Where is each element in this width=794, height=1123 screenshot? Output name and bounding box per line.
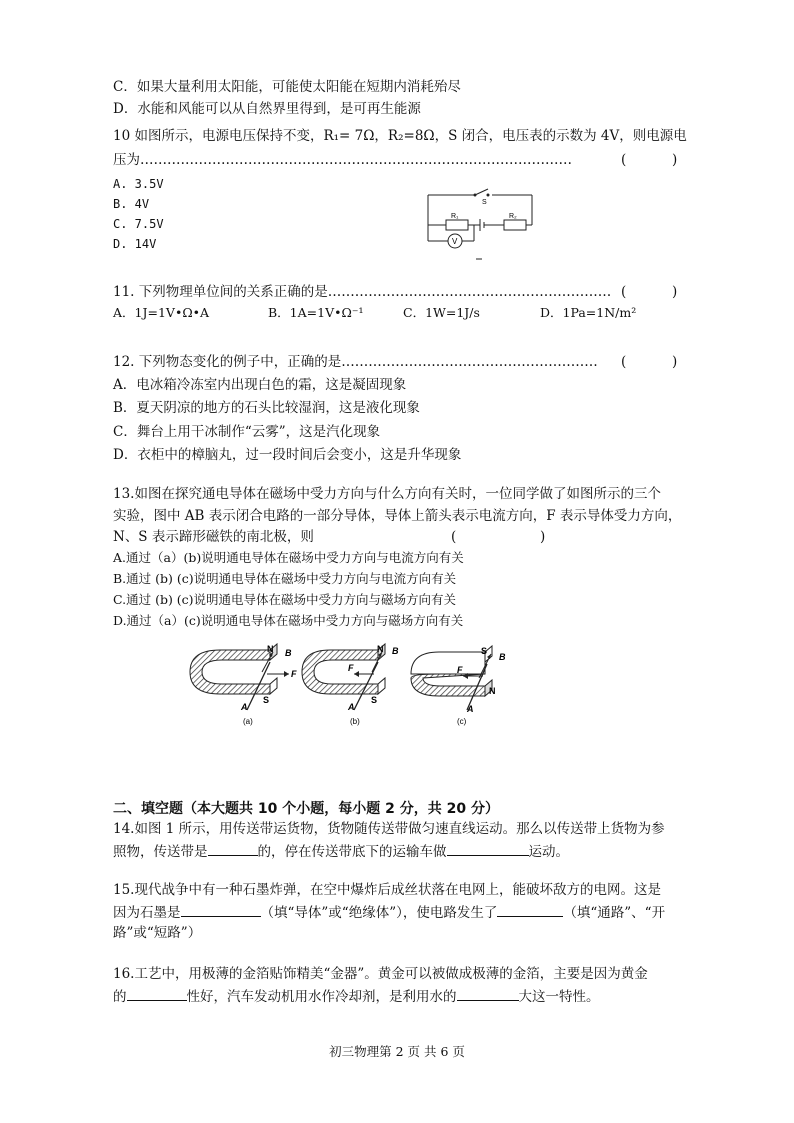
q16-text-a: 的	[113, 989, 127, 1005]
q13-answer-paren-open: (	[451, 529, 457, 545]
fig-a-tag: (a)	[243, 717, 253, 726]
fig-b-north-pole: N	[377, 644, 384, 654]
q11-stem: 11. 下列物理单位间的关系正确的是………………………………………………………	[113, 284, 612, 300]
q14-blank-2[interactable]	[447, 841, 529, 856]
fig-a-south-pole: S	[263, 695, 270, 705]
q11-option-c: C．1W=1J/s	[403, 305, 480, 320]
page-footer: 初三物理第 2 页 共 6 页	[329, 1044, 465, 1059]
fig-c-force-label: F	[457, 665, 463, 675]
fig-c-a-label: A	[467, 704, 474, 714]
q12-option-c: C．舞台上用干冰制作“云雾”，这是汽化现象	[113, 424, 381, 440]
q11-answer-paren-open: (	[621, 284, 627, 300]
q13-magnet-figure-c	[405, 640, 523, 730]
q12-stem: 12. 下列物态变化的例子中，正确的是…………………………………………………	[113, 354, 598, 370]
circuit-switch-label: S	[482, 199, 487, 206]
q13-option-c: C.通过 (b) (c)说明通电导体在磁场中受力方向与磁场方向有关	[113, 592, 457, 607]
circuit-r2-label: R₂	[509, 213, 517, 220]
q13-stem-line2: 实验，图中 AB 表示闭合电路的一部分导体，导体上箭头表示电流方向，F 表示导体受力方向，	[113, 508, 682, 524]
circuit-r1-label: R₁	[451, 213, 459, 220]
q13-magnet-figure-b	[298, 640, 416, 730]
q16-blank-1[interactable]	[127, 986, 187, 1001]
circuit-voltmeter-label: V	[452, 237, 458, 246]
q10-stem-line2: 压为……………………………………………………………………………………	[113, 152, 572, 168]
fig-a-north-pole: N	[267, 644, 274, 654]
q11-option-b: B．1A=1V•Ω⁻¹	[268, 305, 364, 320]
q10-option-a: A. 3.5V	[113, 177, 164, 191]
fig-c-north-pole: N	[489, 686, 496, 696]
q10-answer-paren-close: )	[672, 152, 678, 168]
fig-c-tag: (c)	[457, 717, 467, 726]
q15-text-c: （填“通路”、“开	[563, 905, 666, 921]
q11-option-d: D．1Pa=1N/m²	[540, 305, 637, 320]
q12-answer-paren-open: (	[621, 354, 627, 370]
q15-line3: 路”或“短路”）	[113, 925, 202, 941]
q10-option-c: C. 7.5V	[113, 217, 164, 231]
q10-circuit-diagram	[420, 183, 540, 263]
q13-option-a: A.通过（a）(b)说明通电导体在磁场中受力方向与电流方向有关	[113, 550, 464, 565]
q12-option-a: A．电冰箱冷冻室内出现白色的霜，这是凝固现象	[113, 377, 407, 393]
q15-text-a: 因为石墨是	[113, 905, 181, 921]
q14-text-b: 的，停在传送带底下的运输车做	[257, 844, 447, 860]
q10-answer-paren-open: (	[621, 152, 627, 168]
q16-line2	[113, 986, 600, 1007]
q13-option-d: D.通过（a）(c)说明通电导体在磁场中受力方向与磁场方向有关	[113, 613, 464, 628]
q13-option-b: B.通过 (b) (c)说明通电导体在磁场中受力方向与电流方向有关	[113, 571, 457, 586]
fig-c-b-label: B	[499, 652, 506, 662]
q13-magnet-figure-a	[185, 640, 310, 730]
q14-line2	[113, 841, 569, 862]
q13-stem-line1: 13.如图在探究通电导体在磁场中受力方向与什么方向有关时，一位同学做了如图所示的三个	[113, 486, 661, 502]
q14-blank-1[interactable]	[208, 841, 258, 856]
q9-option-d: D．水能和风能可以从自然界里得到，是可再生能源	[113, 101, 421, 117]
q14-text-c: 运动。	[528, 844, 569, 860]
q14-line1: 14.如图 1 所示，用传送带运货物，货物随传送带做匀速直线运动。那么以传送带上货物为参	[113, 821, 665, 837]
q10-option-b: B. 4V	[113, 197, 150, 211]
section-2-title: 二、填空题（本大题共 10 个小题，每小题 2 分，共 20 分）	[113, 801, 499, 817]
fig-b-b-label: B	[392, 646, 399, 656]
q16-blank-2[interactable]	[457, 986, 519, 1001]
q9-option-c: C．如果大量利用太阳能，可能使太阳能在短期内消耗殆尽	[113, 79, 461, 95]
q15-blank-2[interactable]	[497, 902, 563, 917]
fig-b-force-label: F	[348, 663, 354, 673]
q15-line1: 15.现代战争中有一种石墨炸弹，在空中爆炸后成丝状落在电网上，能破坏敌方的电网。这是	[113, 882, 661, 898]
fig-b-a-label: A	[348, 702, 355, 712]
q11-option-a: A．1J=1V•Ω•A	[113, 305, 210, 320]
fig-a-force-label: F	[291, 669, 297, 679]
q16-text-b: 性好，汽车发动机用水作冷却剂，是利用水的	[186, 989, 457, 1005]
fig-b-south-pole: S	[371, 695, 378, 705]
fig-b-tag: (b)	[350, 717, 360, 726]
q13-answer-paren-close: )	[540, 529, 546, 545]
q15-text-b: （填“导体”或“绝缘体”），使电路发生了	[260, 905, 498, 921]
q13-stem-line3: N、S 表示蹄形磁铁的南北极，则	[113, 529, 314, 545]
q12-answer-paren-close: )	[672, 354, 678, 370]
q10-stem-line1: 10 如图所示，电源电压保持不变，R₁= 7Ω，R₂=8Ω，S 闭合，电压表的示数为 4V，则电源电	[113, 128, 687, 144]
q11-answer-paren-close: )	[672, 284, 678, 300]
q15-blank-1[interactable]	[181, 902, 261, 917]
fig-a-b-label: B	[285, 648, 292, 658]
q14-text-a: 照物，传送带是	[113, 844, 208, 860]
q10-option-d: D. 14V	[113, 237, 157, 251]
fig-c-south-pole: S	[481, 646, 488, 656]
q12-option-d: D．衣柜中的樟脑丸，过一段时间后会变小，这是升华现象	[113, 447, 462, 463]
q16-line1: 16.工艺中，用极薄的金箔贴饰精美“金器”。黄金可以被做成极薄的金箔，主要是因为黄金	[113, 966, 648, 982]
q12-option-b: B．夏天阴凉的地方的石头比较湿润，这是液化现象	[113, 400, 420, 416]
fig-a-a-label: A	[241, 702, 248, 712]
q15-line2	[113, 902, 665, 923]
q16-text-c: 大这一特性。	[518, 989, 600, 1005]
